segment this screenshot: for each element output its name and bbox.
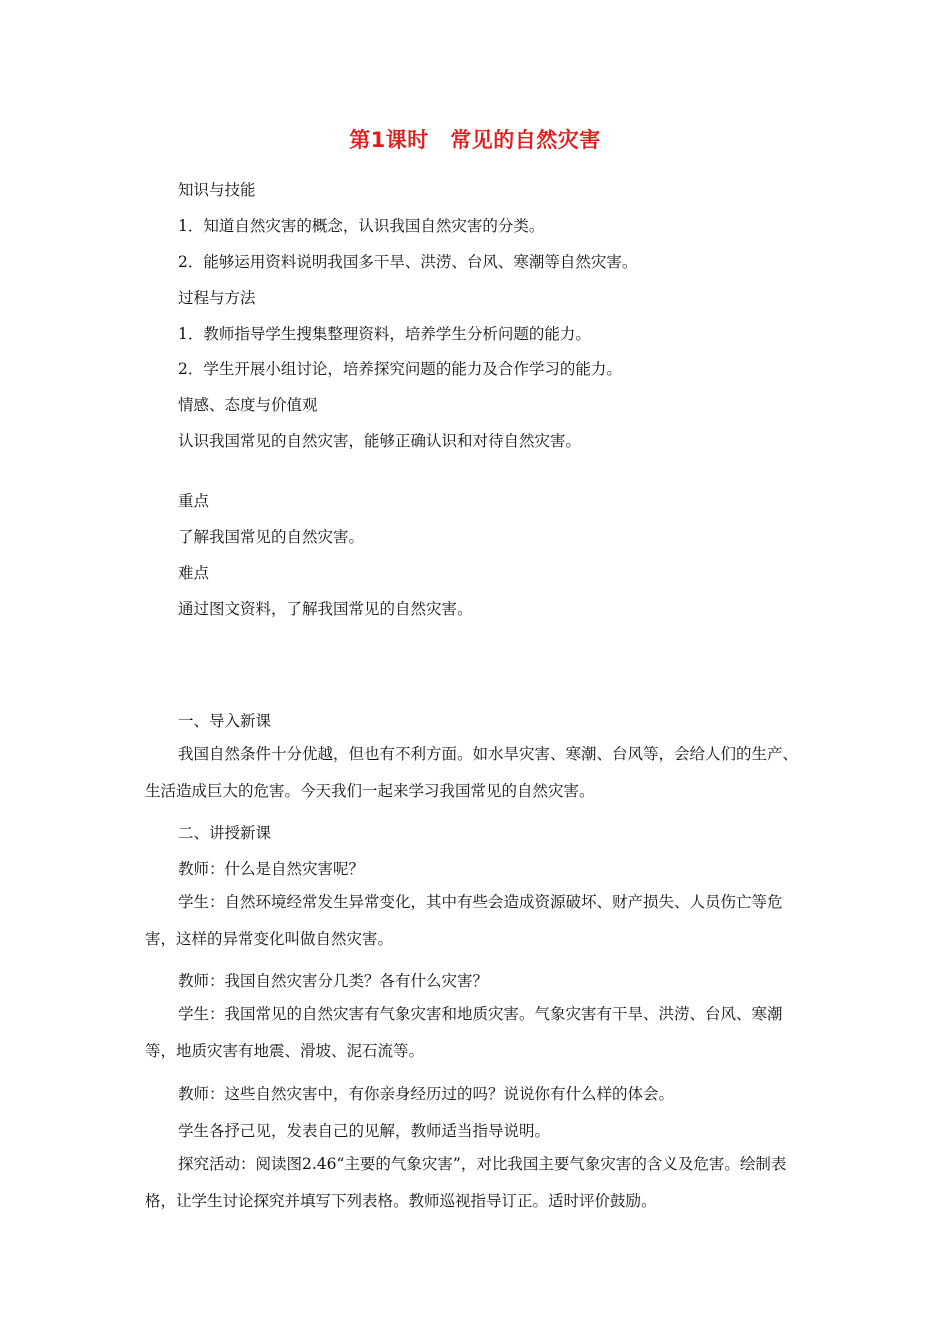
teacher-question-2: 教师：我国自然灾害分几类？各有什么灾害？ bbox=[178, 972, 489, 990]
knowledge-item-2: 2．能够运用资料说明我国多干旱、洪涝、台风、寒潮等自然灾害。 bbox=[178, 253, 638, 271]
student-answer-1: 学生：自然环境经常发生异常变化，其中有些会造成资源破坏、财产损失、人员伤亡等危害，这样的异常变化叫做自然灾害。 bbox=[145, 893, 783, 948]
section-1-paragraph: 我国自然条件十分优越，但也有不利方面。如水旱灾害、寒潮、台风等，会给人们的生产、生活造成巨大的危害。今天我们一起来学习我国常见的自然灾害。 bbox=[145, 745, 799, 800]
teacher-question-3: 教师：这些自然灾害中，有你亲身经历过的吗？说说你有什么样的体会。 bbox=[178, 1085, 675, 1103]
inquiry-activity: 探究活动：阅读图2.46“主要的气象灾害”，对比我国主要气象灾害的含义及危害。绘制表格，让学生讨论探究并填写下列表格。教师巡视指导订正。适时评价鼓励。 bbox=[145, 1155, 787, 1210]
student-answer-3: 学生各抒己见，发表自己的见解，教师适当指导说明。 bbox=[178, 1122, 551, 1140]
key-point-heading: 重点 bbox=[178, 492, 210, 510]
knowledge-heading: 知识与技能 bbox=[178, 181, 256, 199]
key-point-text: 了解我国常见的自然灾害。 bbox=[178, 528, 365, 546]
student-answer-2: 学生：我国常见的自然灾害有气象灾害和地质灾害。气象灾害有干旱、洪涝、台风、寒潮等，地质灾害有地震、滑坡、泥石流等。 bbox=[145, 1005, 783, 1060]
process-heading: 过程与方法 bbox=[178, 289, 256, 307]
difficult-point-text: 通过图文资料，了解我国常见的自然灾害。 bbox=[178, 600, 473, 618]
emotion-heading: 情感、态度与价值观 bbox=[178, 396, 318, 414]
process-item-2: 2．学生开展小组讨论，培养探究问题的能力及合作学习的能力。 bbox=[178, 360, 622, 378]
section-1-heading: 一、导入新课 bbox=[178, 712, 272, 730]
difficult-point-heading: 难点 bbox=[178, 564, 210, 582]
process-item-1: 1．教师指导学生搜集整理资料，培养学生分析问题的能力。 bbox=[178, 325, 591, 343]
emotion-item: 认识我国常见的自然灾害，能够正确认识和对待自然灾害。 bbox=[178, 432, 582, 450]
section-2-heading: 二、讲授新课 bbox=[178, 824, 272, 842]
knowledge-item-1: 1．知道自然灾害的概念，认识我国自然灾害的分类。 bbox=[178, 217, 545, 235]
teacher-question-1: 教师：什么是自然灾害呢？ bbox=[178, 860, 365, 878]
lesson-title: 第1课时 常见的自然灾害 bbox=[349, 128, 601, 152]
